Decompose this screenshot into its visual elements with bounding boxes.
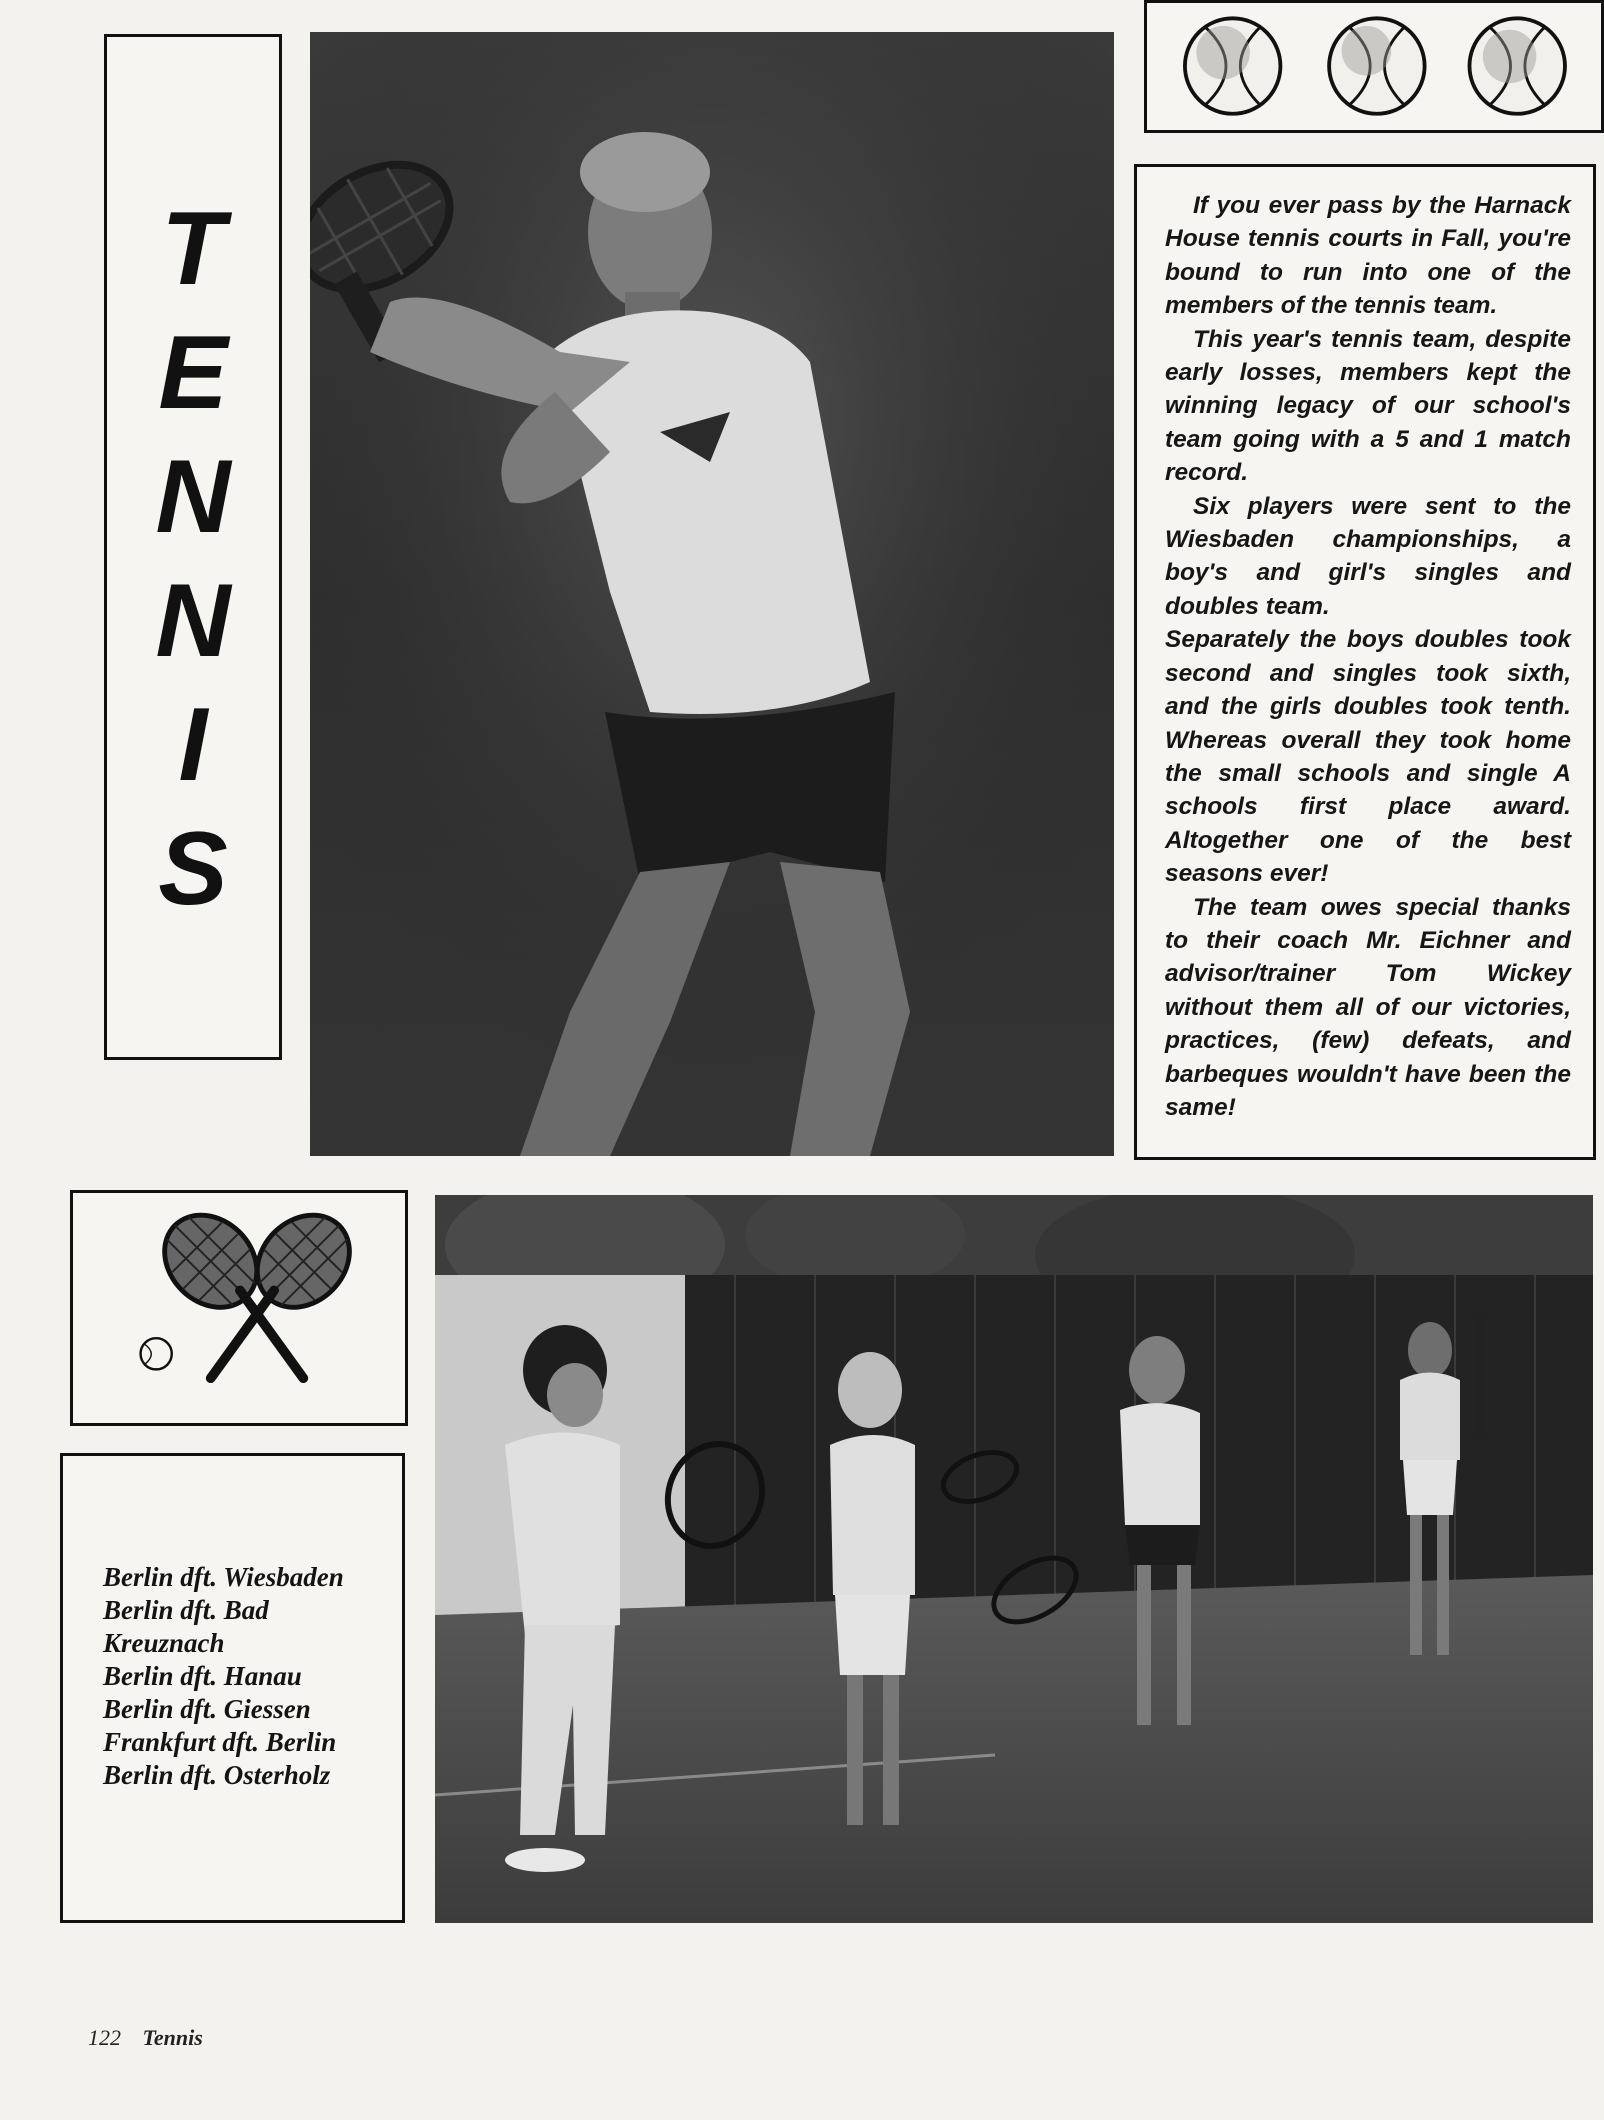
- match-result: Berlin dft. Osterholz: [103, 1760, 331, 1790]
- story-text: [1165, 189, 1571, 1124]
- story-paragraph: Separately the boys doubles took second and singles took sixth, and the girls doubles took tenth. Whereas overall they took home the small schools and single A schools first place award. Altogether one of the best seasons ever!: [1165, 626, 1571, 888]
- title-letter: E: [158, 315, 228, 431]
- story-paragraph: If you ever pass by the Harnack House tennis courts in Fall, you're bound to run into one of the members of the tennis team.: [1165, 192, 1571, 320]
- match-result: Berlin dft. Giessen: [103, 1694, 311, 1724]
- match-result: Frankfurt dft. Berlin: [103, 1727, 337, 1757]
- match-result: Berlin dft. Wiesbaden: [103, 1562, 344, 1592]
- title-letter: I: [178, 687, 208, 803]
- page-number: 122: [88, 2025, 121, 2050]
- tennis-ball-icon: [1329, 18, 1424, 113]
- match-result: Berlin dft. Hanau: [103, 1661, 302, 1691]
- photo-player-backhand: [310, 32, 1114, 1156]
- crossed-rackets-illustration: [70, 1190, 408, 1426]
- tennis-ball-icon: [1469, 18, 1564, 113]
- title-letter: S: [158, 811, 228, 927]
- section-name: Tennis: [142, 2025, 203, 2050]
- page-footer: [88, 2025, 219, 2051]
- tennis-ball-icon: [141, 1338, 172, 1369]
- title-letter: T: [161, 191, 225, 307]
- tennis-balls-illustration: [1144, 0, 1604, 133]
- title-letter: N: [155, 563, 231, 679]
- story-paragraph: This year's tennis team, despite early losses, members kept the winning legacy of our school's team going with a 5 and 1 match record.: [1165, 325, 1571, 487]
- photo-team-on-court: [435, 1195, 1593, 1923]
- match-result: Berlin dft. Bad Kreuznach: [103, 1595, 269, 1658]
- match-results-list: [103, 1561, 380, 1792]
- story-paragraph: The team owes special thanks to their coach Mr. Eichner and advisor/trainer Tom Wickey without them all of our victories, practices, (few) defeats, and barbeques wouldn't have been the same!: [1165, 893, 1571, 1121]
- title-letter: N: [155, 439, 231, 555]
- page-title: [107, 187, 279, 931]
- title-box: [104, 34, 282, 1060]
- match-results-box: [60, 1453, 405, 1923]
- story-box: [1134, 164, 1596, 1160]
- story-paragraph: Six players were sent to the Wiesbaden championships, a boy's and girl's singles and doubles team.: [1165, 492, 1571, 620]
- tennis-ball-icon: [1185, 18, 1280, 113]
